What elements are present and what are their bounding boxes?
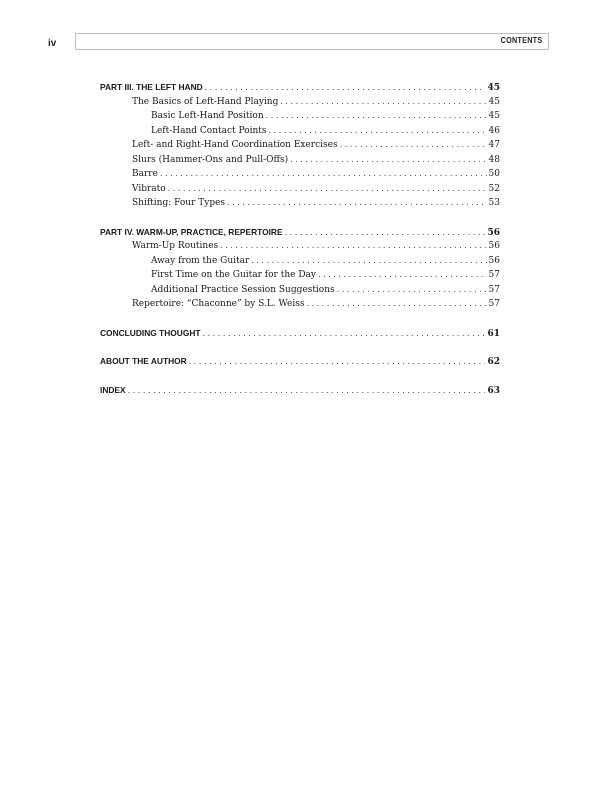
toc-entry[interactable] [100,239,500,254]
toc-entry-page: 53 [488,198,500,208]
toc-entry-page: 45 [488,96,500,107]
toc-subentry[interactable] [100,268,500,283]
dot-leader [160,167,487,182]
toc-entry-page: 56 [488,255,500,266]
dot-leader [307,297,487,312]
dot-leader [189,355,486,369]
toc-entry-title: First Time on the Guitar for the Day [151,270,316,280]
dot-leader [290,153,486,168]
dot-leader [285,226,486,240]
toc-entry-title: PART IV. WARM-UP, PRACTICE, REPERTOIRE [100,226,283,237]
toc-entry-page: 48 [488,154,500,165]
toc-entry-page: 57 [488,284,500,295]
toc-entry-title: Left- and Right-Hand Coordination Exercises [132,140,338,150]
toc-part-heading[interactable] [100,326,500,341]
toc-entry-page: 57 [488,299,500,309]
dot-leader [318,268,487,283]
dot-leader [128,384,486,398]
toc-subentry[interactable] [100,283,500,298]
toc-entry-title: Left-Hand Contact Points [151,125,267,136]
toc-entry-page: 57 [488,270,500,280]
toc-entry-page: 45 [488,111,500,121]
dot-leader [227,196,487,211]
toc-entry-title: Additional Practice Session Suggestions [151,284,335,295]
toc-entry-page: 56 [488,241,500,251]
toc-part-heading[interactable] [100,354,500,369]
dot-leader [251,254,486,269]
toc-entry[interactable] [100,95,500,110]
toc-entry-title: Away from the Guitar [151,255,250,266]
header-title: CONTENTS [500,36,542,45]
toc-entry-title: ABOUT THE AUTHOR [100,356,187,366]
toc-entry-title: Slurs (Hammer-Ons and Pull-Offs) [132,154,289,165]
toc-entry[interactable] [100,138,500,153]
toc-entry-title: Shifting: Four Types [132,198,226,208]
page-number: iv [48,38,57,49]
toc-entry-title: Repertoire: “Chaconne” by S.L. Weiss [132,299,305,309]
toc-entry-title: PART III. THE LEFT HAND [100,82,203,92]
toc-entry-page: 50 [488,169,500,179]
toc-entry-title: Warm-Up Routines [132,241,219,251]
toc-entry[interactable] [100,153,500,168]
toc-entry-title: Barre [132,169,158,179]
toc-entry-title: Vibrato [132,183,166,194]
toc-entry-title: Basic Left-Hand Position [151,111,264,121]
toc-subentry[interactable] [100,109,500,124]
dot-leader [205,81,486,95]
toc-entry[interactable] [100,167,500,182]
toc-entry-page: 47 [488,140,500,150]
dot-leader [266,109,487,124]
toc-subentry[interactable] [100,254,500,269]
toc-entry-page: 45 [487,83,500,93]
dot-leader [220,239,486,254]
dot-leader [269,124,487,139]
toc-entry-page: 52 [488,183,500,194]
toc-entry-page: 61 [487,328,500,339]
dot-leader [203,327,486,341]
table-of-contents [100,80,500,397]
toc-entry-page: 63 [487,385,500,396]
toc-part-heading[interactable] [100,383,500,398]
toc-subentry[interactable] [100,124,500,139]
toc-entry[interactable] [100,297,500,312]
toc-entry[interactable] [100,182,500,197]
toc-entry-title: INDEX [100,384,126,395]
toc-entry-page: 46 [488,125,500,136]
dot-leader [168,182,487,197]
toc-entry-page: 62 [487,357,500,367]
toc-part-heading[interactable] [100,225,500,240]
toc-part-heading[interactable] [100,80,500,95]
toc-entry-page: 56 [487,227,500,238]
dot-leader [340,138,487,153]
dot-leader [337,283,487,298]
running-header [75,33,549,50]
toc-entry-title: CONCLUDING THOUGHT [100,327,201,338]
toc-entry-title: The Basics of Left-Hand Playing [132,96,279,107]
dot-leader [280,95,486,110]
toc-entry[interactable] [100,196,500,211]
